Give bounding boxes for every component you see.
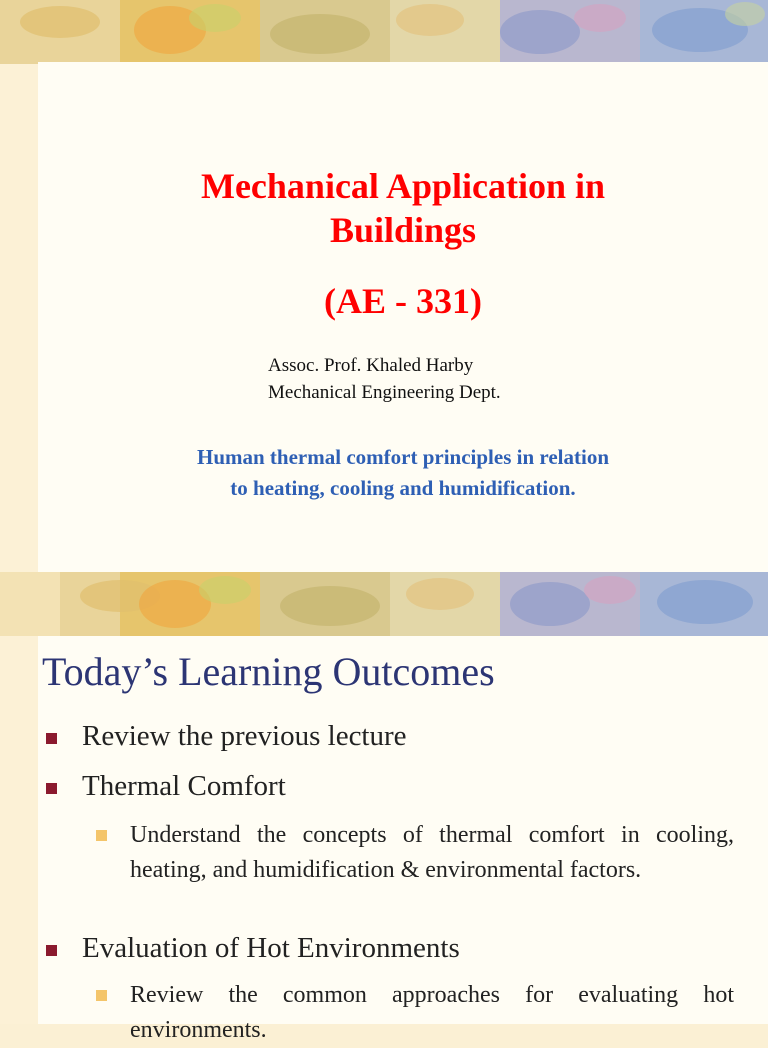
author-department: Mechanical Engineering Dept.	[268, 382, 501, 403]
lecture-subtitle	[38, 442, 768, 504]
bullet-square-icon	[46, 733, 57, 744]
subtitle-line-2: to heating, cooling and humidification.	[230, 476, 576, 500]
bullet-square-icon	[46, 783, 57, 794]
floral-banner	[0, 0, 768, 64]
sub-list-item: Review the common approaches for evaluating hot environments.	[96, 978, 734, 1048]
course-code: (AE - 331)	[324, 281, 482, 321]
outcomes-slide: Today’s Learning Outcomes Review the previous lecture Thermal Comfort Understand the concepts of thermal comfort in cooling, heating, and humidification & environmental factors. Evaluation of Hot Environments Review the common approaches for evaluating hot environments.	[0, 572, 768, 1024]
floral-banner	[0, 572, 768, 636]
subtitle-line-1: Human thermal comfort principles in relation	[197, 445, 609, 469]
bullet-square-icon	[46, 945, 57, 956]
slide-title	[38, 164, 768, 252]
title-line-2: Buildings	[329, 210, 477, 250]
sub-bullet-square-icon	[96, 830, 107, 841]
title-line-1: Mechanical Application in	[200, 166, 606, 206]
sub-bullet-square-icon	[96, 990, 107, 1001]
slide-heading: Today’s Learning Outcomes	[42, 649, 495, 694]
author-block	[268, 352, 501, 406]
sub-list-item: Understand the concepts of thermal comfort in cooling, heating, and humidification & environmental factors.	[96, 818, 734, 928]
author-name: Assoc. Prof. Khaled Harby	[268, 355, 474, 376]
